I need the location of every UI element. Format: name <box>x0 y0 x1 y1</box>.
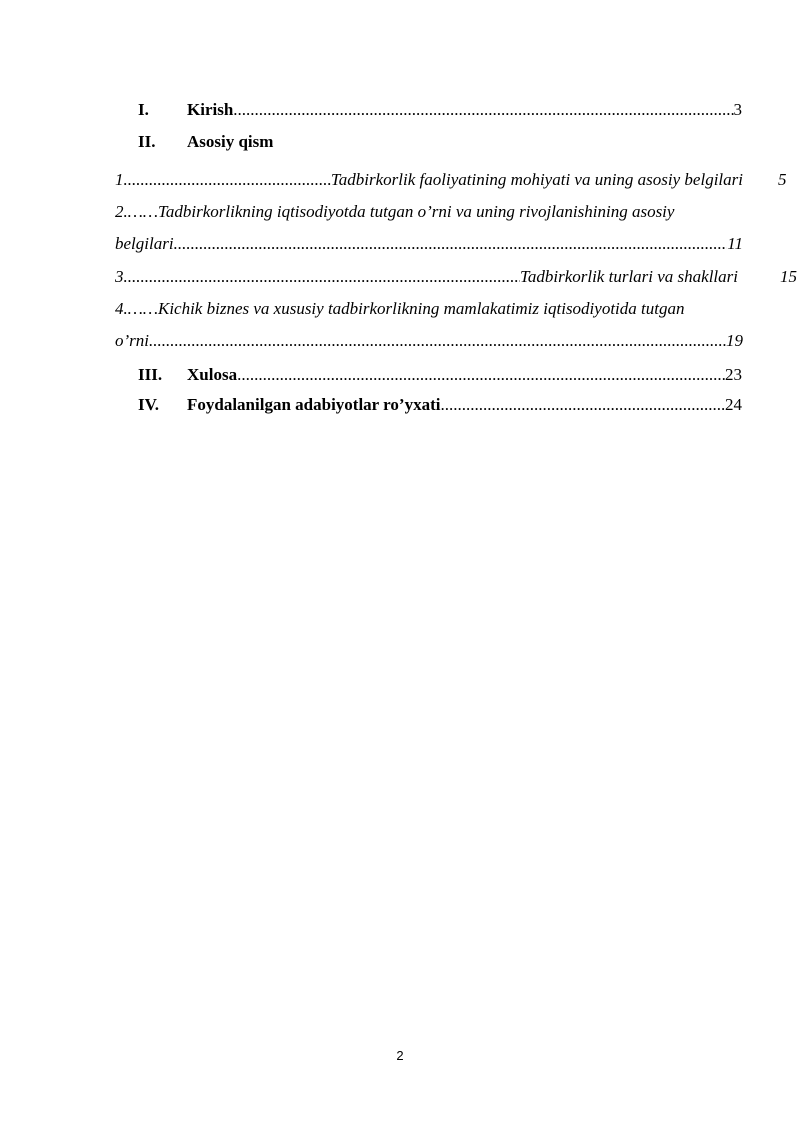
toc-page-number: 23 <box>725 365 742 384</box>
toc-subentry-number: 4. <box>115 299 128 318</box>
toc-entry-title: Foydalanilgan adabiyotlar ro’yxati <box>187 395 441 414</box>
toc-entry-kirish <box>187 100 742 120</box>
toc-entry-xulosa <box>187 365 742 385</box>
dot-leader <box>149 331 726 351</box>
toc-entry-asosiy-qism: Asosiy qism <box>187 132 274 151</box>
toc-subentry-4-line2 <box>115 331 743 351</box>
dot-leader <box>128 170 331 190</box>
toc-page-number: 3 <box>733 100 742 119</box>
toc-subentry-title: Tadbirkorlik turlari va shakllari <box>519 267 738 286</box>
toc-numeral-3: III. <box>138 365 163 384</box>
page-number: 2 <box>396 1048 404 1063</box>
toc-page-number: 5 <box>778 170 787 189</box>
toc-subentry-title-cont: o’rni <box>115 331 149 350</box>
toc-subentry-number: 1. <box>115 170 128 189</box>
toc-subentry-title-cont: belgilari <box>115 234 174 253</box>
toc-entry-title: Xulosa <box>187 365 238 384</box>
toc-subentry-number: 2. <box>115 202 128 221</box>
toc-subentry-title: ……Kichik biznes va xususiy tadbirkorlikning mamlakatimiz iqtisodiyotida tutgan <box>127 299 685 318</box>
toc-numeral-4: IV. <box>138 395 159 414</box>
toc-page-number: 24 <box>725 395 742 414</box>
dot-leader <box>174 234 728 254</box>
toc-page-number: 15 <box>780 267 797 286</box>
toc-numeral-1: I. <box>138 100 149 119</box>
toc-page-number: 19 <box>726 331 743 350</box>
toc-page-number: 11 <box>727 234 743 253</box>
toc-subentry-2-line2 <box>115 234 743 254</box>
toc-subentry-title: Tadbirkorlik faoliyatining mohiyati va uning asosiy belgilari <box>330 170 743 189</box>
toc-subentry-number: 3. <box>115 267 128 286</box>
dot-leader <box>440 395 725 415</box>
toc-subentry-title: ……Tadbirkorlikning iqtisodiyotda tutgan o’rni va uning rivojlanishining asosiy <box>127 202 675 221</box>
toc-numeral-2: II. <box>138 132 156 151</box>
toc-subentry-3 <box>115 267 738 287</box>
dot-leader <box>233 100 733 120</box>
dot-leader <box>128 267 520 287</box>
toc-subentry-4-line1 <box>115 299 684 319</box>
toc-entry-adabiyotlar <box>187 395 742 415</box>
toc-entry-title: Kirish <box>187 100 234 119</box>
dot-leader <box>237 365 725 385</box>
toc-subentry-1 <box>115 170 743 190</box>
toc-subentry-2-line1 <box>115 202 674 222</box>
